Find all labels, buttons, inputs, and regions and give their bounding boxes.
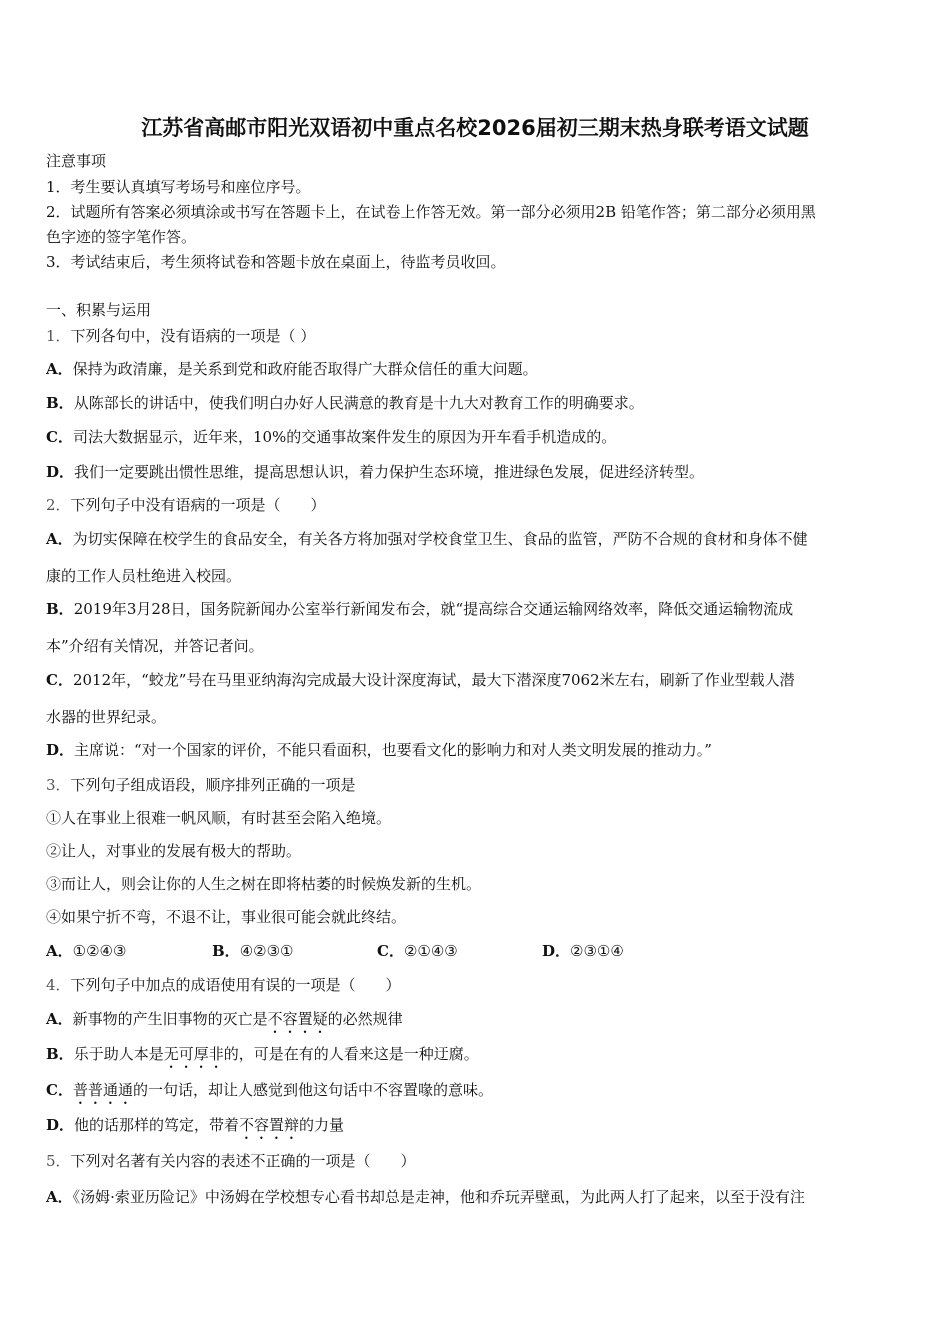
- question-3-stem: 3．下列句子组成语段，顺序排列正确的一项是: [46, 776, 356, 794]
- q3-sentence-3: ③而让人，则会让你的人生之树在即将枯萎的时候焕发新的生机。: [46, 875, 482, 893]
- q3-options: [46, 941, 746, 961]
- question-number: 3．: [46, 776, 71, 794]
- q4-option-c: C．普普通通的一句话，却让人感觉到他这句话中不容置喙的意味。: [46, 1081, 493, 1099]
- dotted-idiom: 不容置疑: [267, 1010, 328, 1028]
- notice-item-2: 2．试题所有答案必须填涂或书写在答题卡上，在试卷上作答无效。第一部分必须用2B 铅笔作答；第二部分必须用黑: [46, 203, 816, 221]
- page-title: 江苏省高邮市阳光双语初中重点名校2026届初三期末热身联考语文试题: [141, 116, 809, 140]
- q2-option-b: B．2019年3月28日，国务院新闻办公室举行新闻发布会，就“提高综合交通运输网络效率，降低交通运输物流成: [46, 600, 794, 618]
- q5-option-a: A．《汤姆·索亚历险记》中汤姆在学校想专心看书却总是走神，他和乔玩弄壁虱，为此两人打了起来，以至于没有注: [46, 1188, 805, 1206]
- q3-option-c: C．②①④③: [377, 942, 458, 960]
- question-1-stem: 1．下列各句中，没有语病的一项是（ ）: [46, 327, 316, 345]
- question-2-stem: 2．下列句子中没有语病的一项是（ ）: [46, 496, 326, 514]
- q1-option-a: A．保持为政清廉，是关系到党和政府能否取得广大群众信任的重大问题。: [46, 360, 538, 378]
- notice-heading: 注意事项: [46, 152, 107, 170]
- question-4-stem: 4．下列句子中加点的成语使用有误的一项是（ ）: [46, 976, 401, 994]
- q1-option-b: B．从陈部长的讲话中，使我们明白办好人民满意的教育是十九大对教育工作的明确要求。: [46, 394, 644, 412]
- q3-option-d: D．②③①④: [542, 942, 624, 960]
- q3-sentence-4: ④如果宁折不弯，不退不让，事业很可能会就此终结。: [46, 908, 407, 926]
- question-number: 1．: [46, 327, 71, 345]
- q3-sentence-2: ②让人，对事业的发展有极大的帮助。: [46, 842, 302, 860]
- q2-option-b-cont: 本”介绍有关情况，并答记者问。: [46, 637, 264, 655]
- q2-option-d: D．主席说：“对一个国家的评价，不能只看面积，也要看文化的影响力和对人类文明发展的推动力。”: [46, 741, 712, 759]
- question-5-stem: 5．下列对名著有关内容的表述不正确的一项是（ ）: [46, 1152, 416, 1170]
- notice-item-2-cont: 色字迹的签字笔作答。: [46, 228, 197, 246]
- q4-option-d: D．他的话那样的笃定，带着不容置辩的力量: [46, 1116, 345, 1134]
- q2-option-a: A．为切实保障在校学生的食品安全，有关各方将加强对学校食堂卫生、食品的监管，严防不合规的食材和身体不健: [46, 530, 808, 548]
- q2-option-c: C．2012年，“蛟龙”号在马里亚纳海沟完成最大设计深度海试，最大下潜深度7062米左右，刷新了作业型载人潜: [46, 671, 795, 689]
- question-number: 2．: [46, 496, 71, 514]
- q4-option-a: A．新事物的产生旧事物的灭亡是不容置疑的必然规律: [46, 1010, 403, 1028]
- q1-option-c: C．司法大数据显示，近年来，10%的交通事故案件发生的原因为开车看手机造成的。: [46, 428, 617, 446]
- dotted-idiom: 无可厚非: [163, 1045, 224, 1063]
- q1-option-d: D．我们一定要跳出惯性思维，提高思想认识，着力保护生态环境，推进绿色发展，促进经济转型。: [46, 463, 705, 481]
- dotted-idiom: 普普通通: [72, 1081, 133, 1099]
- q2-option-c-cont: 水器的世界纪录。: [46, 708, 167, 726]
- q3-sentence-1: ①人在事业上很难一帆风顺，有时甚至会陷入绝境。: [46, 809, 392, 827]
- notice-item-3: 3．考试结束后，考生须将试卷和答题卡放在桌面上，待监考员收回。: [46, 253, 506, 271]
- question-number: 4．: [46, 976, 71, 994]
- notice-item-1: 1．考生要认真填写考场号和座位序号。: [46, 178, 311, 196]
- q2-option-a-cont: 康的工作人员杜绝进入校园。: [46, 567, 242, 585]
- section-heading: 一、积累与运用: [46, 301, 152, 319]
- dotted-idiom: 不容置辩: [239, 1116, 300, 1134]
- q4-option-b: B．乐于助人本是无可厚非的，可是在有的人看来这是一种迂腐。: [46, 1045, 479, 1063]
- q3-option-a: A．①②④③: [46, 942, 127, 960]
- q3-option-b: B．④②③①: [212, 942, 294, 960]
- question-number: 5．: [46, 1152, 71, 1170]
